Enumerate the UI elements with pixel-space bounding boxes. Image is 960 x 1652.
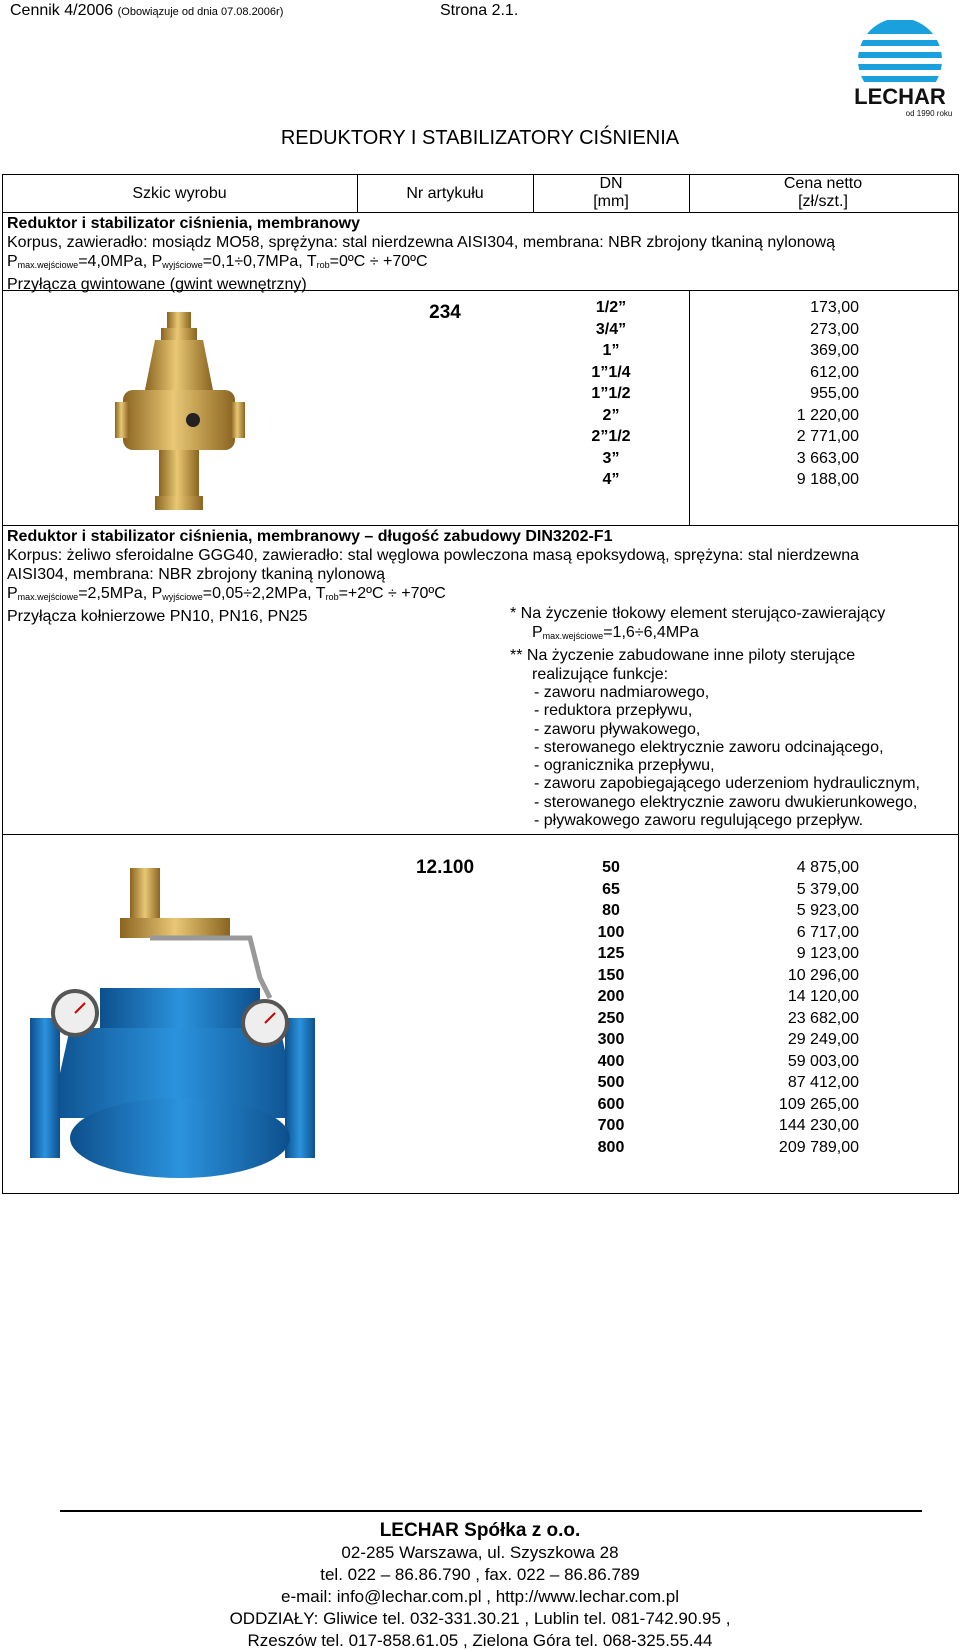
price-list-header [10,2,283,20]
price-value: 9 123,00 [796,945,859,962]
product2-sizes [533,857,689,1158]
price-value: 2 771,00 [796,428,859,445]
price-value: 5 379,00 [796,880,859,898]
product1-pressure: $P_{max.wejściowe}=4,0MPa$, $P_{wyjściowe}=0,1\div 0,7MPa$, $T_{rob}=0ºC$ ÷ +70ºC [7,253,428,270]
product1-prices [689,297,859,491]
price-value: 1 220,00 [796,406,859,424]
price-value: 6 717,00 [796,923,859,941]
page-title: REDUKTORY I STABILIZATORY CIŚNIENIA [280,127,680,149]
footer-company: LECHAR Spółka z o.o. [379,1520,581,1541]
size-value: 2” [602,406,620,424]
pilot-function-item: - ogranicznika przepływu, [534,757,715,775]
price-value: 87 412,00 [787,1074,859,1091]
footer-branches-1: ODDZIAŁY: Gliwice tel. 032-331.30.21 , Lublin tel. 081-742.90.95 , [229,1609,731,1628]
lechar-logo [845,20,955,120]
price-list-validity: (Obowiązuje od dnia 07.08.2006r) [117,6,284,18]
price-value: 59 003,00 [787,1052,859,1070]
size-value: 1”1/4 [591,363,631,381]
size-value: 1” [602,342,620,359]
pilot-function-item: - reduktora przepływu, [534,702,693,720]
price-value: 9 188,00 [796,471,859,488]
note-piston-pressure: $P_{max.wejściowe}=1,6\div 6,4MPa$ [532,624,699,641]
header-row-divider [2,212,959,213]
price-value: 173,00 [810,299,859,316]
size-value: 65 [602,880,620,898]
col-header-sketch: Szkic wyrobu [132,185,227,202]
blue-control-valve-image [30,858,320,1188]
col-header-dn-label: DN [599,175,623,192]
price-value: 369,00 [810,342,859,359]
price-value: 955,00 [810,385,859,402]
product2-pressure: $P_{max.wejściowe}=2,5MPa$, $P_{wyjściowe}=0,05\div 2,2MPa$, $T_{rob}=+2ºC$ ÷ +70ºC [7,585,446,602]
col-header-price-unit: [zł/szt.] [798,193,848,210]
price-value: 14 120,00 [787,988,859,1005]
size-value: 600 [597,1095,625,1113]
size-value: 200 [597,988,625,1005]
pilot-functions-list [510,684,955,830]
size-value: 3/4” [595,320,627,338]
brass-pressure-reducer-image [115,310,245,515]
size-value: 700 [597,1117,625,1134]
note-pilots-cont: realizujące funkcje: [532,666,669,683]
price-value: 144 230,00 [778,1117,859,1134]
product2-body-line1: Korpus: żeliwo sferoidalne GGG40, zawieradło: stal węglowa powleczona masą epoksydową, sprężyna: stal nierdzewna [7,547,859,564]
col-header-dn-unit: [mm] [593,193,629,210]
page-number: Strona 2.1. [440,2,519,19]
logo-brand-text: LECHAR [854,84,946,109]
price-value: 10 296,00 [787,966,859,984]
size-value: 300 [597,1031,625,1048]
pilot-function-item: - sterowanego elektrycznie zaworu odcinającego, [534,738,884,756]
product1-name: Reduktor i stabilizator ciśnienia, membranowy [7,215,360,232]
price-value: 5 923,00 [796,902,859,919]
product2-name: Reduktor i stabilizator ciśnienia, membranowy – długość zabudowy DIN3202-F1 [7,528,613,545]
pilot-function-item: - zaworu nadmiarowego, [534,684,710,701]
product2-notes [510,604,955,830]
footer-rule [60,1510,922,1512]
product2-article-number: 12.100 [415,857,475,878]
col-header-price [689,175,957,211]
price-value: 23 682,00 [787,1009,859,1027]
footer [0,1520,960,1652]
footer-phone: tel. 022 – 86.86.790 , fax. 022 – 86.86.789 [320,1565,640,1584]
price-value: 29 249,00 [787,1031,859,1048]
size-value: 3” [602,449,620,467]
product2-prices [689,857,859,1158]
size-value: 4” [602,471,620,488]
note-pilots: ** Na życzenie zabudowane inne piloty sterujące [510,647,856,664]
col-header-price-label: Cena netto [783,175,863,192]
size-value: 50 [602,859,620,876]
footer-web[interactable]: e-mail: info@lechar.com.pl , http://www.lechar.com.pl [280,1587,680,1606]
section2-divider [2,525,959,526]
size-value: 100 [597,923,625,941]
product1-sizes [533,297,689,491]
size-value: 150 [597,966,625,984]
section3-divider [2,834,959,835]
pilot-function-item: - pływakowego zaworu regulującego przepływ. [534,812,864,830]
product2-connection: Przyłącza kołnierzowe PN10, PN16, PN25 [7,608,308,625]
product1-article-number: 234 [429,302,461,323]
logo-tagline-text: od 1990 roku [905,109,953,118]
price-value: 109 265,00 [778,1095,859,1113]
col-header-article: Nr artykułu [406,185,484,202]
size-value: 800 [597,1138,625,1156]
col-header-dn [533,175,689,211]
size-value: 500 [597,1074,625,1091]
price-value: 209 789,00 [778,1138,859,1156]
size-value: 80 [602,902,620,919]
price-value: 4 875,00 [796,859,859,876]
size-value: 1”1/2 [591,385,631,402]
size-value: 125 [597,945,625,962]
price-value: 273,00 [810,320,859,338]
size-value: 2”1/2 [591,428,631,445]
product2-body-line2: AISI304, membrana: NBR zbrojony tkaniną nylonową [7,566,385,583]
size-value: 1/2” [595,299,627,316]
price-value: 3 663,00 [796,449,859,467]
product1-description [7,214,952,294]
price-list-title: Cennik 4/2006 [10,2,114,19]
size-value: 400 [597,1052,625,1070]
size-value: 250 [597,1009,625,1027]
footer-branches-2: Rzeszów tel. 017-858.61.05 , Zielona Góra tel. 068-325.55.44 [247,1631,713,1650]
pilot-function-item: - zaworu zapobiegającego uderzeniom hydraulicznym, [534,775,920,793]
pilot-function-item: - zaworu pływakowego, [534,720,701,738]
note-piston-element: * Na życzenie tłokowy element sterująco-zawierający [510,605,886,622]
footer-address: 02-285 Warszawa, ul. Szyszkowa 28 [341,1543,619,1562]
pilot-function-item: - sterowanego elektrycznie zaworu dwukierunkowego, [534,793,918,811]
product1-connection: Przyłącza gwintowane (gwint wewnętrzny) [7,276,307,293]
product1-body: Korpus, zawieradło: mosiądz MO58, sprężyna: stal nierdzewna AISI304, membrana: NBR zbrojony tkaniną nylonową [7,234,835,251]
price-value: 612,00 [810,363,859,381]
